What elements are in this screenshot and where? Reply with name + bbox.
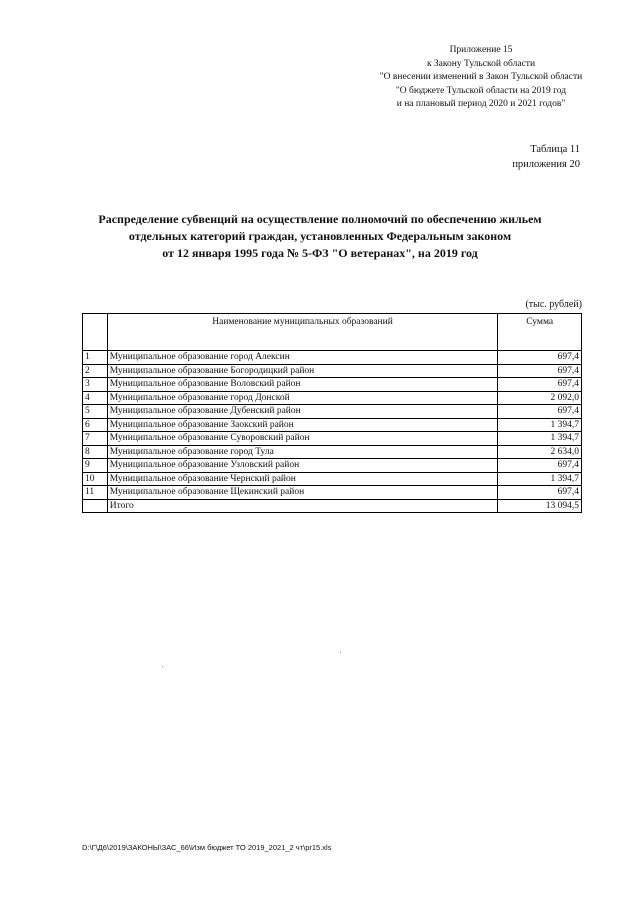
table-row	[83, 391, 582, 405]
municipality-name: Муниципальное образование Дубенский район	[107, 405, 498, 419]
row-sum: 697,4	[498, 486, 582, 500]
row-number: 4	[83, 391, 108, 405]
appendix-law-title-1: "О внесении изменений в Закон Тульской области	[379, 72, 583, 82]
row-number: 8	[83, 445, 108, 459]
scan-speck	[340, 652, 341, 653]
scan-speck	[162, 666, 163, 667]
municipality-name: Муниципальное образование Заокский район	[107, 418, 498, 432]
municipality-name: Муниципальное образование город Тула	[107, 445, 498, 459]
municipality-name: Муниципальное образование Богородицкий район	[107, 364, 498, 378]
row-number: 1	[83, 351, 108, 365]
header-name-cell: Наименование муниципальных образований	[107, 314, 498, 351]
table-reference	[512, 142, 580, 172]
title-line-1: Распределение субвенций на осуществление полномочий по обеспечению жильем	[98, 212, 542, 226]
row-sum: 2 634,0	[498, 445, 582, 459]
row-sum: 697,4	[498, 378, 582, 392]
row-sum: 697,4	[498, 405, 582, 419]
table-row	[83, 472, 582, 486]
total-sum: 13 094,5	[498, 499, 582, 513]
document-title	[60, 211, 580, 262]
appendix-law-ref: к Закону Тульской области	[426, 58, 536, 69]
row-sum: 697,4	[498, 459, 582, 473]
municipality-name: Муниципальное образование Суворовский район	[107, 432, 498, 446]
table-row	[83, 405, 582, 419]
row-number: 7	[83, 432, 108, 446]
municipality-name: Муниципальное образование город Алексин	[107, 351, 498, 365]
municipality-name: Муниципальное образование Узловский район	[107, 459, 498, 473]
table-number: Таблица 11	[530, 144, 580, 155]
row-sum: 2 092,0	[498, 391, 582, 405]
table-body	[83, 351, 582, 500]
row-number: 11	[83, 486, 108, 500]
row-number: 10	[83, 472, 108, 486]
table-row	[83, 351, 582, 365]
row-number: 5	[83, 405, 108, 419]
row-sum: 1 394,7	[498, 418, 582, 432]
title-line-3: от 12 января 1995 года № 5-ФЗ "О ветеранах", на 2019 год	[162, 246, 478, 260]
municipality-name: Муниципальное образование Чернский район	[107, 472, 498, 486]
municipality-name: Муниципальное образование город Донской	[107, 391, 498, 405]
row-number: 2	[83, 364, 108, 378]
row-number: 6	[83, 418, 108, 432]
row-number: 3	[83, 378, 108, 392]
row-sum: 1 394,7	[498, 472, 582, 486]
appendix-law-title-2: "О бюджете Тульской области на 2019 год	[395, 85, 567, 96]
appendix-law-title-3: и на плановый период 2020 и 2021 годов"	[396, 99, 566, 109]
total-label: Итого	[107, 499, 498, 513]
row-sum: 697,4	[498, 364, 582, 378]
row-number: 9	[83, 459, 108, 473]
appendix-number: Приложение 15	[449, 45, 513, 55]
units-label: (тыс. рублей)	[525, 299, 582, 310]
row-sum: 697,4	[498, 351, 582, 365]
table-row	[83, 378, 582, 392]
row-sum: 1 394,7	[498, 432, 582, 446]
table-row	[83, 459, 582, 473]
table-row	[83, 418, 582, 432]
municipality-name: Муниципальное образование Воловский район	[107, 378, 498, 392]
total-row	[83, 499, 582, 513]
table-row	[83, 432, 582, 446]
header-sum-cell: Сумма	[498, 314, 582, 351]
table-row	[83, 486, 582, 500]
subvention-table	[82, 313, 582, 513]
table-row	[83, 364, 582, 378]
municipality-name: Муниципальное образование Щекинский район	[107, 486, 498, 500]
table-header-row	[83, 314, 582, 351]
appendix-header	[372, 44, 590, 112]
table-appendix-ref: приложения 20	[512, 159, 580, 170]
table-row	[83, 445, 582, 459]
header-num-cell	[83, 314, 108, 351]
title-line-2: отдельных категорий граждан, установленных Федеральным законом	[128, 229, 512, 243]
file-path-footer: D:\Г\Д6\2019\ЗАКОНЫ\ЗАС_66\Изм бюджет ТО 2019_2021_2 чт\pr15.xls	[82, 843, 332, 852]
total-num-cell	[83, 499, 108, 513]
